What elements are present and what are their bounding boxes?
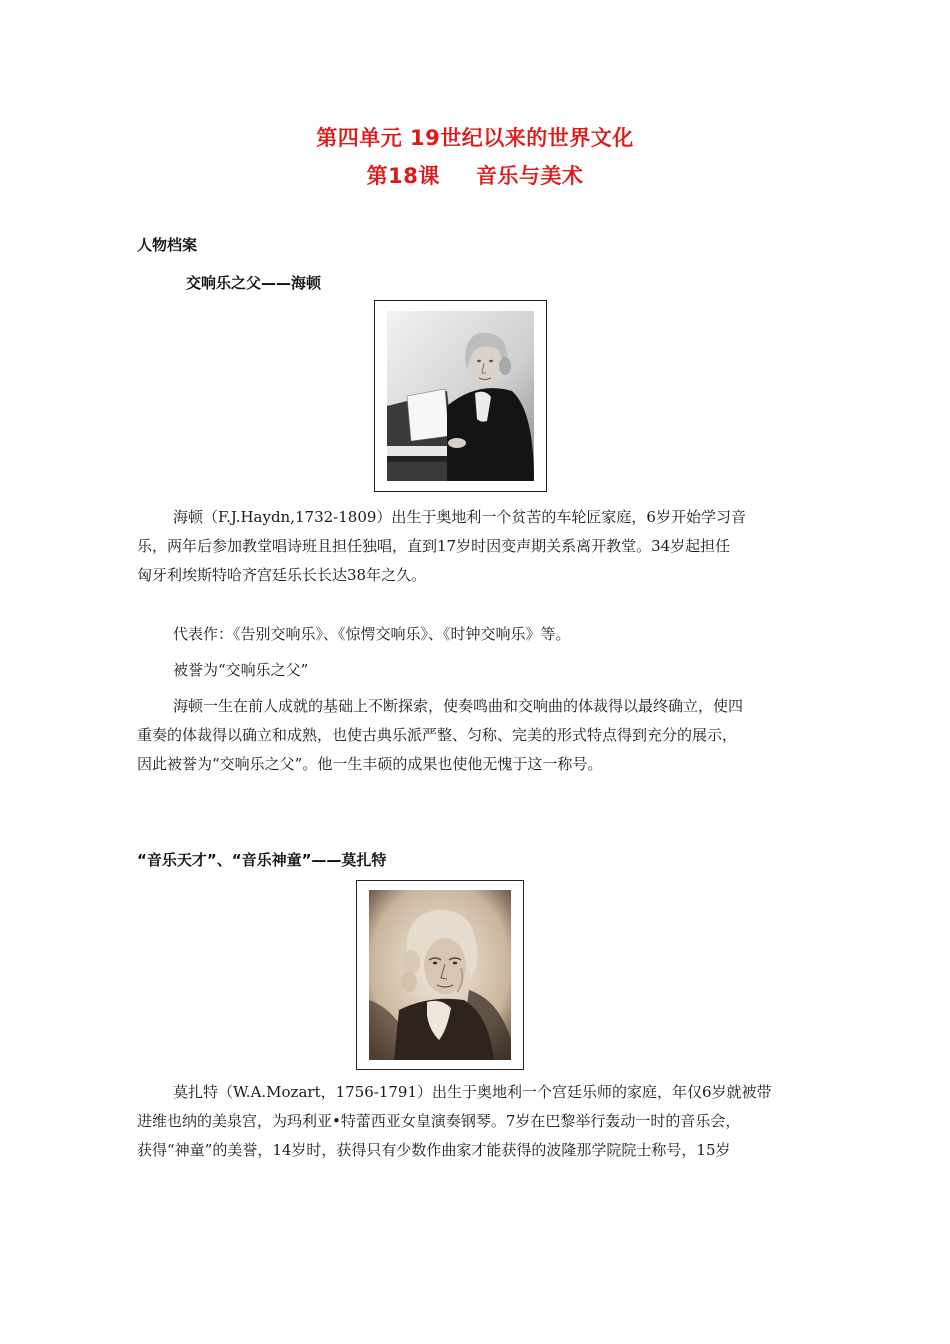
haydn-reason-line-2: 重奏的体裁得以确立和成熟，也使古典乐派严整、匀称、完美的形式特点得到充分的展示，: [137, 726, 738, 744]
haydn-portrait-frame: [374, 300, 547, 492]
mozart-heading: “音乐天才”、“音乐神童”——莫扎特: [137, 851, 387, 869]
mozart-portrait-image: [369, 890, 511, 1060]
lesson-number: 第18课: [366, 164, 440, 188]
haydn-reason-line-1: 海顿一生在前人成就的基础上不断探索，使奏鸣曲和交响曲的体裁得以最终确立，使四: [173, 697, 744, 715]
haydn-works-text: 代表作：《告别交响乐》、《惊愕交响乐》、《时钟交响乐》等。: [173, 625, 571, 643]
haydn-honor-text: 被誉为“交响乐之父”: [173, 661, 309, 679]
haydn-works: [137, 620, 815, 649]
mozart-bio-line-3: 获得“神童”的美誉，14岁时，获得只有少数作曲家才能获得的波隆那学院院士称号，15岁: [137, 1141, 731, 1159]
haydn-bio: [137, 503, 815, 590]
haydn-reason: [137, 692, 815, 779]
haydn-bio-line-1: 海顿（F.J.Haydn,1732-1809）出生于奥地利一个贫苦的车轮匠家庭，6岁开始学习音: [173, 508, 746, 526]
unit-title: 第四单元 19世纪以来的世界文化: [316, 126, 634, 150]
mozart-portrait-frame: [356, 880, 524, 1070]
mozart-bio-line-2: 进维也纳的美泉宫，为玛利亚•特蕾西亚女皇演奏钢琴。7岁在巴黎举行轰动一时的音乐会，: [137, 1112, 741, 1130]
haydn-reason-line-3: 因此被誉为“交响乐之父”。他一生丰硕的成果也使他无愧于这一称号。: [137, 755, 603, 773]
haydn-honor: [137, 656, 815, 685]
haydn-heading: 交响乐之父——海顿: [186, 274, 322, 292]
lesson-title: [0, 160, 950, 190]
haydn-portrait-image: [387, 311, 534, 481]
section-heading: 人物档案: [137, 236, 198, 254]
mozart-bio-line-1: 莫扎特（W.A.Mozart，1756-1791）出生于奥地利一个宫廷乐师的家庭，年仅6岁就被带: [173, 1083, 772, 1101]
haydn-bio-line-2: 乐，两年后参加教堂唱诗班且担任独唱，直到17岁时因变声期关系离开教堂。34岁起担任: [137, 537, 731, 555]
haydn-bio-line-3: 匈牙利埃斯特哈齐宫廷乐长长达38年之久。: [137, 566, 427, 584]
mozart-bio: [137, 1078, 815, 1165]
lesson-topic: 音乐与美术: [475, 164, 584, 188]
